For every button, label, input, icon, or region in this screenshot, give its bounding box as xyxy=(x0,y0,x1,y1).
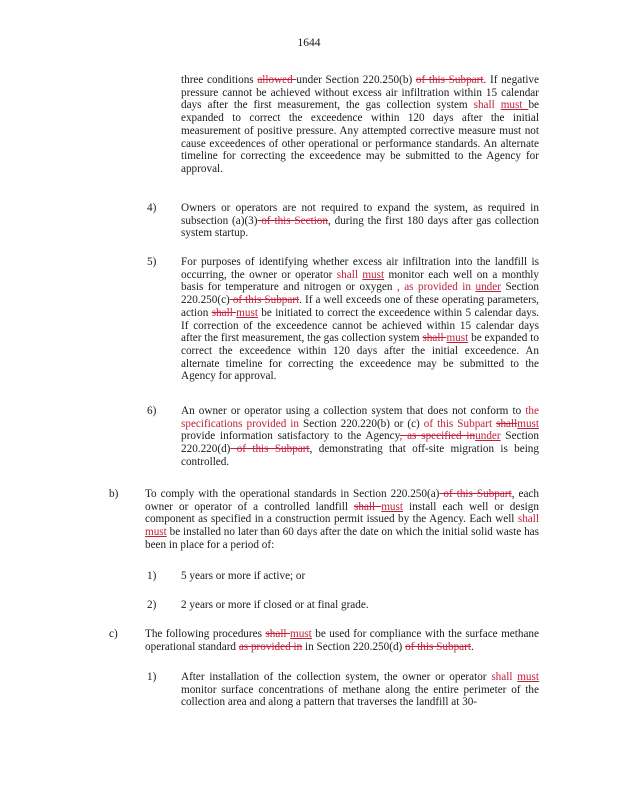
text-run: For purposes of identifying whether excess air infiltration into the landfill is occurring, the owner or operator xyxy=(181,256,539,281)
text-run: , demonstrating that off-site migration is being controlled. xyxy=(181,443,539,468)
paragraph-item-b2 xyxy=(181,599,539,612)
deleted-text: of this Section xyxy=(257,214,328,227)
deleted-text: shall xyxy=(496,417,518,430)
paragraph-subsection-c xyxy=(145,628,539,653)
revised-text: of this Subpart xyxy=(423,417,497,430)
paragraph-item-5 xyxy=(181,256,539,383)
item-marker-b1: 1) xyxy=(147,570,157,582)
item-marker-c1: 1) xyxy=(147,671,157,683)
item-marker-5: 5) xyxy=(147,256,157,268)
text-run: in Section 220.250(d) xyxy=(302,640,406,653)
text-run: be used for compliance with the surface methane operational standard xyxy=(145,628,539,653)
revised-text: , as provided in xyxy=(396,281,476,294)
deleted-text: of this Subpart xyxy=(229,294,300,307)
text-run: After installation of the collection system, the owner or operator xyxy=(181,671,492,683)
text-run: monitor each well on a monthly basis for temperature and nitrogen or oxygen xyxy=(181,268,539,294)
text-run: 2 years or more if closed or at final grade. xyxy=(181,599,369,611)
inserted-text: must xyxy=(446,332,469,345)
page-number: 1644 xyxy=(297,37,321,49)
text-run: be initiated to correct the exceedence within 5 calendar days. If correction of the exceedence cannot be achieved within 15 calendar days after the first measurement, the gas collection system xyxy=(181,306,539,345)
item-marker-4: 4) xyxy=(147,202,157,214)
text-run: . xyxy=(470,640,474,653)
deleted-text: shall xyxy=(422,332,447,345)
paragraph-item-4 xyxy=(181,202,539,240)
paragraph-item-6 xyxy=(181,405,539,469)
text-run: Section 220.220(d) xyxy=(181,430,539,456)
text-run: under Section 220.250(b) xyxy=(296,74,416,86)
revised-text: shall xyxy=(491,671,518,683)
deleted-text: of this Subpart xyxy=(405,640,471,653)
inserted-text: must xyxy=(517,671,539,683)
paragraph-item-c1 xyxy=(181,671,539,709)
deleted-text: shall xyxy=(354,500,382,513)
item-marker-6: 6) xyxy=(147,405,157,417)
deleted-text: of this Subpart xyxy=(415,74,484,86)
continuation-paragraph xyxy=(181,74,539,176)
inserted-text: must xyxy=(517,417,540,430)
inserted-text: must xyxy=(290,628,312,640)
text-run: three conditions xyxy=(181,74,258,86)
paragraph-subsection-b xyxy=(145,488,539,552)
text-run: be expanded to correct the exceedence within 120 days after the initial measurement of positive pressure. Any attempted corrective measure must not cause exceedences of other operational or performance standards. An alternate timeline for correcting the exceedence may be submitted to the Agency for approval. xyxy=(181,99,539,175)
text-run: monitor surface concentrations of methane along the entire perimeter of the collection area and along a pattern that traverses the landfill at 30- xyxy=(181,683,539,709)
text-run: , during the first 180 days after gas collection system startup. xyxy=(181,214,539,240)
text-run: The following procedures xyxy=(145,628,266,640)
inserted-text: must xyxy=(145,526,167,539)
text-run: To comply with the operational standards in Section 220.250(a) xyxy=(145,488,440,500)
deleted-text: of this Subpart xyxy=(230,443,310,456)
revised-text: the specifications provided in xyxy=(181,405,539,430)
inserted-text: must xyxy=(381,500,403,513)
deleted-text: as provided in xyxy=(238,640,303,653)
inserted-text: under xyxy=(475,430,501,443)
text-run: Owners or operators are not required to expand the system, as required in subsection (a)(3) xyxy=(181,202,539,227)
revised-text: shall xyxy=(336,268,363,281)
text-run: , each owner or operator of a controlled landfill xyxy=(145,488,539,513)
deleted-text: , as specified in xyxy=(399,430,476,443)
paragraph-item-b1 xyxy=(181,570,539,583)
text-run: . If a well exceeds one of these operating parameters, action xyxy=(181,294,539,319)
text-run: Section 220.220(b) or (c) xyxy=(299,417,424,430)
deleted-text: allowed xyxy=(257,74,297,86)
text-run: . If negative pressure cannot be achieved without excess air infiltration within 15 calendar days after the first measurement, the gas collection system xyxy=(181,74,539,112)
deleted-text: shall xyxy=(265,628,291,640)
text-run: be expanded to correct the exceedence within 120 days after the initial exceedence. An alternate timeline for correcting the exceedence may be submitted to the Agency for approval. xyxy=(181,332,539,383)
item-marker-b2: 2) xyxy=(147,599,157,611)
text-run: be installed no later than 60 days after the date on which the initial solid waste has been in place for a period of: xyxy=(145,526,539,551)
subsection-marker-c: c) xyxy=(109,628,118,640)
deleted-text: of this Subpart xyxy=(439,488,512,500)
text-run: An owner or operator using a collection system that does not conform to xyxy=(181,405,526,417)
text-run: Section 220.250(c) xyxy=(181,281,539,307)
revised-text: shall xyxy=(473,99,501,112)
text-run: provide information satisfactory to the Agency xyxy=(181,430,400,443)
inserted-text: must xyxy=(362,268,385,281)
subsection-marker-b: b) xyxy=(109,488,119,500)
inserted-text: must xyxy=(236,306,258,319)
inserted-text: under xyxy=(475,281,501,294)
deleted-text: shall xyxy=(211,306,237,319)
revised-text: shall xyxy=(517,513,539,526)
text-run: 5 years or more if active; or xyxy=(181,570,306,582)
text-run: install each well or design component as specified in a construction permit issued by the Agency. Each well xyxy=(145,500,539,526)
inserted-text: must xyxy=(500,99,529,112)
